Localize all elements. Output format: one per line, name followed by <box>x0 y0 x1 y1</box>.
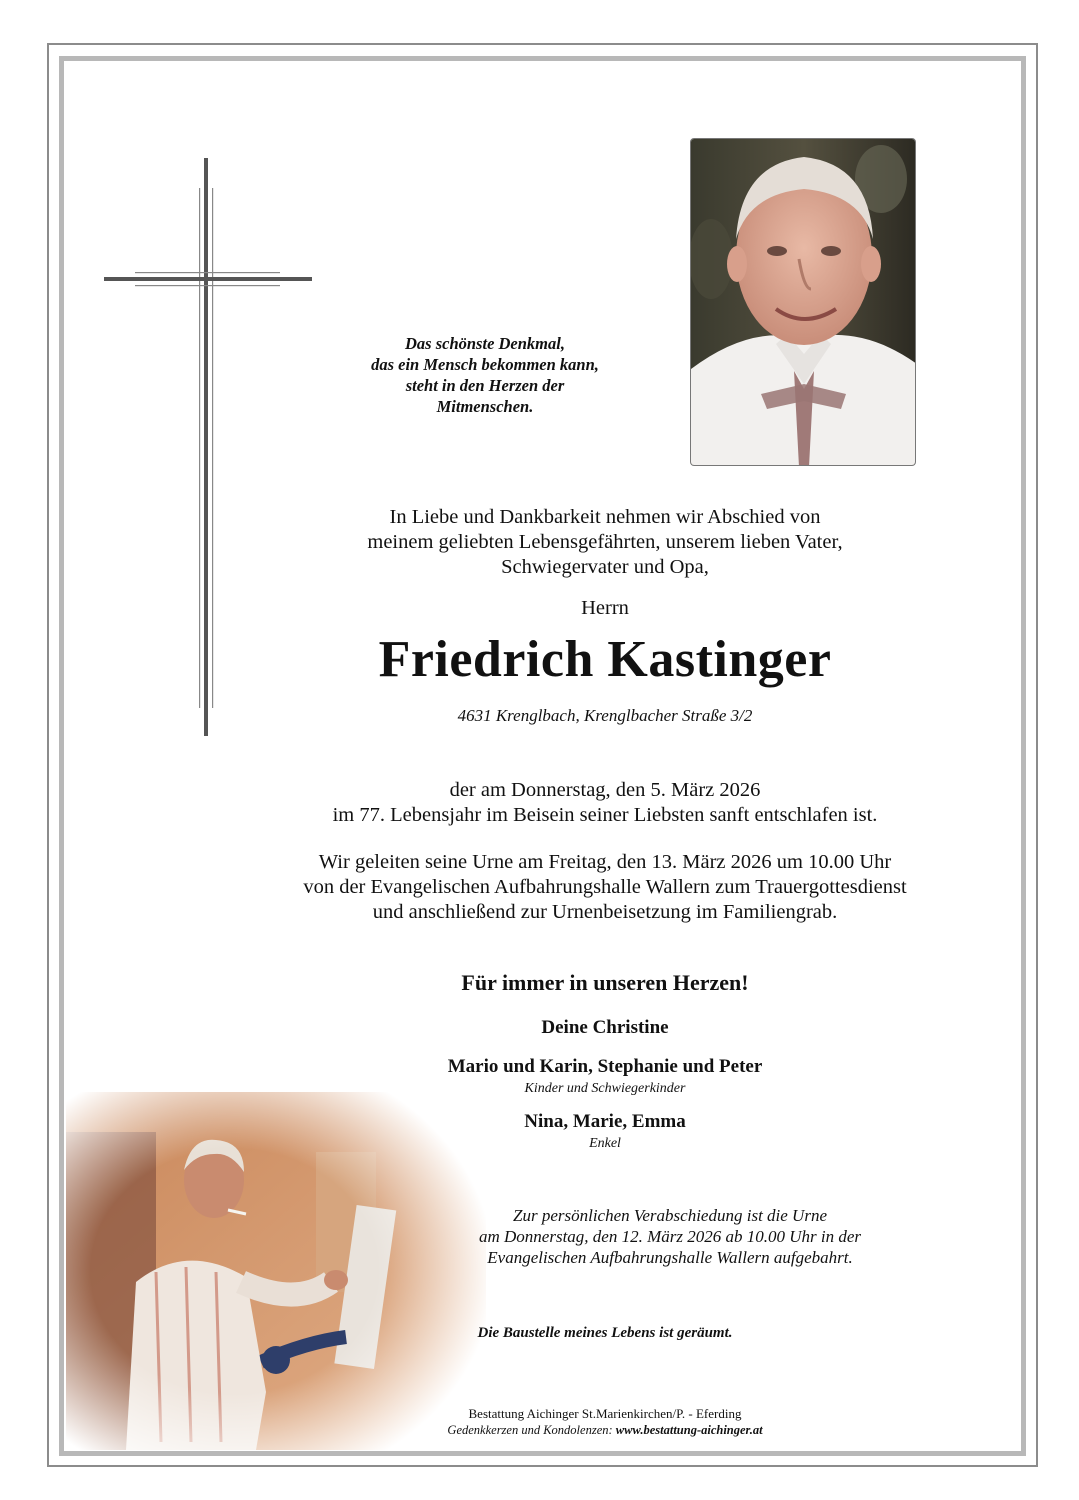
condolence-label: Gedenkkerzen und Kondolenzen: <box>447 1423 613 1437</box>
undertaker-name: Bestattung Aichinger St.Marienkirchen/P. - Eferding <box>468 1406 742 1421</box>
workshop-photo <box>66 1092 486 1450</box>
farewell-notice: Zur persönlichen Verabschiedung ist die Urne am Donnerstag, den 12. März 2026 ab 10.00 Uhr in der Evangelischen Aufbahrungshalle Wallern aufgebahrt. <box>478 1206 862 1267</box>
family-children: Mario und Karin, Stephanie und Peter <box>447 1056 763 1077</box>
deceased-address: 4631 Krenglbach, Krenglbacher Straße 3/2 <box>457 706 753 725</box>
motto: Für immer in unseren Herzen! <box>461 970 749 995</box>
family-grandchildren: Nina, Marie, Emma <box>524 1111 686 1132</box>
funeral-notice: Wir geleiten seine Urne am Freitag, den 13. März 2026 um 10.00 Uhr von der Evangelischen Aufbahrungshalle Wallern zum Trauergottesdienst und anschließend zur Urnenbeisetzung im Familiengrab. <box>303 851 907 923</box>
family-children-relation: Kinder und Schwiegerkinder <box>524 1081 686 1096</box>
salutation: Herrn <box>581 597 629 619</box>
family-partner: Deine Christine <box>541 1017 669 1038</box>
family-grandchildren-relation: Enkel <box>589 1136 621 1151</box>
condolence-url[interactable]: www.bestattung-aichinger.at <box>615 1423 763 1437</box>
condolence-line <box>380 1423 830 1438</box>
memorial-quote: Das schönste Denkmal, das ein Mensch bekommen kann, steht in den Herzen der Mitmenschen. <box>371 334 599 416</box>
intro-text: In Liebe und Dankbarkeit nehmen wir Abschied von meinem geliebten Lebensgefährten, unserem lieben Vater, Schwiegervater und Opa, <box>367 506 843 578</box>
death-notice: der am Donnerstag, den 5. März 2026 im 77. Lebensjahr im Beisein seiner Liebsten sanft entschlafen ist. <box>332 779 878 826</box>
portrait-photo <box>690 138 916 466</box>
deceased-name: Friedrich Kastinger <box>378 631 832 688</box>
closing-line: Die Baustelle meines Lebens ist geräumt. <box>477 1325 733 1341</box>
